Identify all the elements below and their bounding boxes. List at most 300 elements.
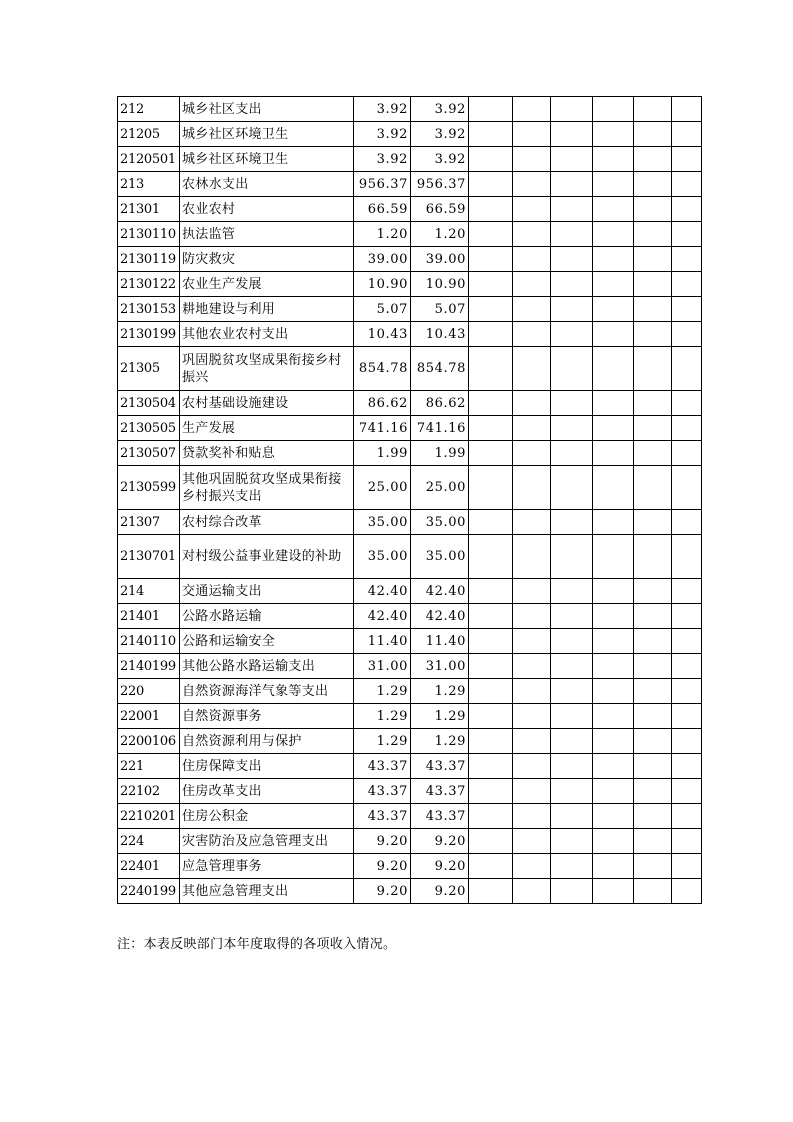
empty-cell (593, 391, 634, 416)
account-name-cell: 贷款奖补和贴息 (180, 441, 354, 466)
account-name-cell: 农村综合改革 (180, 510, 354, 535)
empty-cell (469, 416, 513, 441)
empty-cell (469, 879, 513, 904)
empty-cell (469, 97, 513, 122)
empty-cell (513, 729, 551, 754)
empty-cell (513, 441, 551, 466)
fiscal-appropriation-cell: 9.20 (411, 879, 469, 904)
fiscal-appropriation-cell: 35.00 (411, 535, 469, 579)
empty-cell (634, 654, 672, 679)
empty-cell (672, 510, 702, 535)
fiscal-appropriation-cell: 10.43 (411, 322, 469, 347)
empty-cell (634, 172, 672, 197)
account-name-cell: 生产发展 (180, 416, 354, 441)
empty-cell (551, 535, 593, 579)
empty-cell (551, 297, 593, 322)
account-name-cell: 公路水路运输 (180, 604, 354, 629)
empty-cell (513, 297, 551, 322)
total-income-cell: 3.92 (354, 147, 411, 172)
account-name-cell: 耕地建设与利用 (180, 297, 354, 322)
empty-cell (469, 829, 513, 854)
total-income-cell: 854.78 (354, 347, 411, 391)
empty-cell (634, 416, 672, 441)
empty-cell (513, 854, 551, 879)
account-code-cell: 2210201 (118, 804, 180, 829)
account-code-cell: 220 (118, 679, 180, 704)
table-row (118, 629, 702, 654)
empty-cell (513, 147, 551, 172)
empty-cell (469, 322, 513, 347)
empty-cell (593, 322, 634, 347)
account-name-cell: 自然资源海洋气象等支出 (180, 679, 354, 704)
empty-cell (672, 147, 702, 172)
empty-cell (513, 322, 551, 347)
empty-cell (593, 804, 634, 829)
empty-cell (634, 804, 672, 829)
fiscal-appropriation-cell: 3.92 (411, 97, 469, 122)
empty-cell (513, 535, 551, 579)
fiscal-appropriation-cell: 43.37 (411, 754, 469, 779)
empty-cell (672, 391, 702, 416)
empty-cell (551, 97, 593, 122)
table-row (118, 391, 702, 416)
fiscal-appropriation-cell: 741.16 (411, 416, 469, 441)
total-income-cell: 1.29 (354, 704, 411, 729)
account-name-cell: 城乡社区环境卫生 (180, 122, 354, 147)
total-income-cell: 31.00 (354, 654, 411, 679)
fiscal-appropriation-cell: 1.29 (411, 679, 469, 704)
account-code-cell: 21307 (118, 510, 180, 535)
account-code-cell: 2130122 (118, 272, 180, 297)
empty-cell (469, 172, 513, 197)
empty-cell (551, 879, 593, 904)
empty-cell (551, 247, 593, 272)
empty-cell (551, 347, 593, 391)
account-name-cell: 城乡社区支出 (180, 97, 354, 122)
table-row (118, 754, 702, 779)
empty-cell (513, 347, 551, 391)
table-row (118, 247, 702, 272)
empty-cell (593, 854, 634, 879)
table-row (118, 804, 702, 829)
empty-cell (593, 416, 634, 441)
fiscal-appropriation-cell: 3.92 (411, 122, 469, 147)
empty-cell (551, 510, 593, 535)
total-income-cell: 9.20 (354, 854, 411, 879)
empty-cell (672, 322, 702, 347)
empty-cell (469, 466, 513, 510)
empty-cell (469, 654, 513, 679)
empty-cell (469, 247, 513, 272)
empty-cell (469, 629, 513, 654)
account-code-cell: 22001 (118, 704, 180, 729)
empty-cell (513, 272, 551, 297)
total-income-cell: 3.92 (354, 97, 411, 122)
empty-cell (593, 147, 634, 172)
empty-cell (672, 854, 702, 879)
fiscal-appropriation-cell: 9.20 (411, 829, 469, 854)
table-row (118, 272, 702, 297)
empty-cell (672, 197, 702, 222)
total-income-cell: 1.99 (354, 441, 411, 466)
total-income-cell: 1.29 (354, 679, 411, 704)
account-name-cell: 住房保障支出 (180, 754, 354, 779)
empty-cell (634, 579, 672, 604)
empty-cell (593, 97, 634, 122)
empty-cell (469, 604, 513, 629)
empty-cell (551, 322, 593, 347)
total-income-cell: 25.00 (354, 466, 411, 510)
empty-cell (469, 754, 513, 779)
empty-cell (634, 879, 672, 904)
empty-cell (469, 804, 513, 829)
fiscal-appropriation-cell: 31.00 (411, 654, 469, 679)
empty-cell (593, 466, 634, 510)
empty-cell (672, 804, 702, 829)
account-code-cell: 2130110 (118, 222, 180, 247)
empty-cell (634, 779, 672, 804)
account-name-cell: 农业农村 (180, 197, 354, 222)
account-name-cell: 农村基础设施建设 (180, 391, 354, 416)
total-income-cell: 39.00 (354, 247, 411, 272)
fiscal-appropriation-cell: 43.37 (411, 779, 469, 804)
empty-cell (513, 197, 551, 222)
account-name-cell: 交通运输支出 (180, 579, 354, 604)
account-name-cell: 城乡社区环境卫生 (180, 147, 354, 172)
empty-cell (513, 704, 551, 729)
account-code-cell: 2120501 (118, 147, 180, 172)
table-row (118, 829, 702, 854)
empty-cell (469, 729, 513, 754)
empty-cell (672, 654, 702, 679)
empty-cell (672, 879, 702, 904)
empty-cell (469, 347, 513, 391)
total-income-cell: 43.37 (354, 754, 411, 779)
total-income-cell: 9.20 (354, 829, 411, 854)
total-income-cell: 9.20 (354, 879, 411, 904)
account-code-cell: 221 (118, 754, 180, 779)
empty-cell (469, 579, 513, 604)
empty-cell (551, 854, 593, 879)
fiscal-appropriation-cell: 43.37 (411, 804, 469, 829)
account-code-cell: 212 (118, 97, 180, 122)
empty-cell (672, 754, 702, 779)
empty-cell (469, 535, 513, 579)
empty-cell (551, 416, 593, 441)
empty-cell (672, 704, 702, 729)
table-row (118, 147, 702, 172)
empty-cell (672, 679, 702, 704)
empty-cell (469, 122, 513, 147)
empty-cell (672, 297, 702, 322)
empty-cell (672, 579, 702, 604)
total-income-cell: 11.40 (354, 629, 411, 654)
empty-cell (513, 97, 551, 122)
account-name-cell: 其他巩固脱贫攻坚成果衔接乡村振兴支出 (180, 466, 354, 510)
account-code-cell: 21305 (118, 347, 180, 391)
empty-cell (593, 122, 634, 147)
empty-cell (634, 466, 672, 510)
fiscal-appropriation-cell: 1.99 (411, 441, 469, 466)
empty-cell (593, 247, 634, 272)
empty-cell (672, 97, 702, 122)
fiscal-appropriation-cell: 42.40 (411, 579, 469, 604)
empty-cell (634, 604, 672, 629)
empty-cell (551, 172, 593, 197)
empty-cell (513, 247, 551, 272)
table-row (118, 729, 702, 754)
empty-cell (634, 272, 672, 297)
empty-cell (469, 222, 513, 247)
empty-cell (551, 729, 593, 754)
empty-cell (513, 579, 551, 604)
total-income-cell: 35.00 (354, 510, 411, 535)
empty-cell (551, 579, 593, 604)
empty-cell (593, 272, 634, 297)
fiscal-appropriation-cell: 854.78 (411, 347, 469, 391)
empty-cell (634, 829, 672, 854)
table-row (118, 122, 702, 147)
empty-cell (551, 829, 593, 854)
empty-cell (634, 297, 672, 322)
empty-cell (634, 854, 672, 879)
empty-cell (593, 197, 634, 222)
table-note: 注：本表反映部门本年度取得的各项收入情况。 (117, 937, 397, 952)
table-row (118, 197, 702, 222)
empty-cell (469, 510, 513, 535)
empty-cell (469, 679, 513, 704)
empty-cell (672, 416, 702, 441)
table-row (118, 322, 702, 347)
account-code-cell: 2130153 (118, 297, 180, 322)
empty-cell (672, 122, 702, 147)
account-code-cell: 2200106 (118, 729, 180, 754)
empty-cell (634, 754, 672, 779)
fiscal-appropriation-cell: 42.40 (411, 604, 469, 629)
fiscal-appropriation-cell: 66.59 (411, 197, 469, 222)
fiscal-appropriation-cell: 5.07 (411, 297, 469, 322)
fiscal-appropriation-cell: 9.20 (411, 854, 469, 879)
fiscal-appropriation-cell: 39.00 (411, 247, 469, 272)
account-name-cell: 灾害防治及应急管理支出 (180, 829, 354, 854)
fiscal-appropriation-cell: 1.29 (411, 729, 469, 754)
account-name-cell: 公路和运输安全 (180, 629, 354, 654)
table-row (118, 579, 702, 604)
empty-cell (593, 879, 634, 904)
empty-cell (634, 247, 672, 272)
empty-cell (634, 97, 672, 122)
income-table (117, 96, 702, 904)
empty-cell (672, 604, 702, 629)
table-row (118, 510, 702, 535)
empty-cell (513, 510, 551, 535)
account-name-cell: 巩固脱贫攻坚成果衔接乡村振兴 (180, 347, 354, 391)
empty-cell (513, 466, 551, 510)
total-income-cell: 42.40 (354, 579, 411, 604)
account-code-cell: 224 (118, 829, 180, 854)
account-code-cell: 2140199 (118, 654, 180, 679)
account-name-cell: 对村级公益事业建设的补助 (180, 535, 354, 579)
empty-cell (672, 629, 702, 654)
fiscal-appropriation-cell: 956.37 (411, 172, 469, 197)
total-income-cell: 3.92 (354, 122, 411, 147)
fiscal-appropriation-cell: 1.29 (411, 704, 469, 729)
account-name-cell: 自然资源利用与保护 (180, 729, 354, 754)
fiscal-appropriation-cell: 3.92 (411, 147, 469, 172)
empty-cell (469, 147, 513, 172)
empty-cell (513, 416, 551, 441)
account-code-cell: 2240199 (118, 879, 180, 904)
account-name-cell: 应急管理事务 (180, 854, 354, 879)
empty-cell (551, 466, 593, 510)
empty-cell (593, 654, 634, 679)
empty-cell (551, 679, 593, 704)
empty-cell (513, 391, 551, 416)
total-income-cell: 35.00 (354, 535, 411, 579)
empty-cell (593, 779, 634, 804)
table-row (118, 347, 702, 391)
empty-cell (551, 804, 593, 829)
fiscal-appropriation-cell: 25.00 (411, 466, 469, 510)
empty-cell (634, 535, 672, 579)
empty-cell (672, 729, 702, 754)
empty-cell (634, 222, 672, 247)
total-income-cell: 741.16 (354, 416, 411, 441)
empty-cell (634, 510, 672, 535)
empty-cell (672, 172, 702, 197)
empty-cell (634, 629, 672, 654)
empty-cell (469, 391, 513, 416)
empty-cell (513, 629, 551, 654)
empty-cell (593, 829, 634, 854)
empty-cell (634, 729, 672, 754)
account-code-cell: 213 (118, 172, 180, 197)
empty-cell (593, 679, 634, 704)
empty-cell (593, 754, 634, 779)
account-name-cell: 住房公积金 (180, 804, 354, 829)
table-row (118, 879, 702, 904)
account-code-cell: 214 (118, 579, 180, 604)
account-code-cell: 2130119 (118, 247, 180, 272)
empty-cell (513, 879, 551, 904)
empty-cell (593, 729, 634, 754)
total-income-cell: 10.43 (354, 322, 411, 347)
total-income-cell: 1.29 (354, 729, 411, 754)
empty-cell (551, 654, 593, 679)
empty-cell (469, 704, 513, 729)
empty-cell (469, 779, 513, 804)
empty-cell (513, 779, 551, 804)
account-code-cell: 2130505 (118, 416, 180, 441)
total-income-cell: 1.20 (354, 222, 411, 247)
empty-cell (593, 172, 634, 197)
empty-cell (634, 122, 672, 147)
empty-cell (593, 222, 634, 247)
empty-cell (551, 441, 593, 466)
fiscal-appropriation-cell: 10.90 (411, 272, 469, 297)
empty-cell (672, 829, 702, 854)
fiscal-appropriation-cell: 86.62 (411, 391, 469, 416)
empty-cell (551, 197, 593, 222)
total-income-cell: 86.62 (354, 391, 411, 416)
total-income-cell: 10.90 (354, 272, 411, 297)
empty-cell (513, 222, 551, 247)
empty-cell (551, 604, 593, 629)
empty-cell (634, 347, 672, 391)
empty-cell (634, 147, 672, 172)
empty-cell (551, 704, 593, 729)
table-body (118, 97, 702, 904)
table-row (118, 416, 702, 441)
empty-cell (469, 197, 513, 222)
empty-cell (634, 391, 672, 416)
table-row (118, 297, 702, 322)
account-code-cell: 21301 (118, 197, 180, 222)
empty-cell (513, 754, 551, 779)
empty-cell (634, 197, 672, 222)
account-name-cell: 执法监管 (180, 222, 354, 247)
empty-cell (593, 535, 634, 579)
empty-cell (672, 247, 702, 272)
empty-cell (551, 222, 593, 247)
account-code-cell: 22401 (118, 854, 180, 879)
table-row (118, 854, 702, 879)
empty-cell (593, 297, 634, 322)
empty-cell (513, 172, 551, 197)
total-income-cell: 43.37 (354, 779, 411, 804)
empty-cell (672, 441, 702, 466)
account-name-cell: 其他农业农村支出 (180, 322, 354, 347)
account-name-cell: 其他公路水路运输支出 (180, 654, 354, 679)
empty-cell (551, 629, 593, 654)
fiscal-appropriation-cell: 35.00 (411, 510, 469, 535)
account-code-cell: 21205 (118, 122, 180, 147)
account-code-cell: 2140110 (118, 629, 180, 654)
empty-cell (513, 829, 551, 854)
empty-cell (672, 222, 702, 247)
table-row (118, 604, 702, 629)
empty-cell (551, 272, 593, 297)
empty-cell (593, 347, 634, 391)
empty-cell (593, 704, 634, 729)
empty-cell (513, 122, 551, 147)
empty-cell (593, 510, 634, 535)
table-row (118, 779, 702, 804)
empty-cell (672, 535, 702, 579)
empty-cell (469, 854, 513, 879)
total-income-cell: 66.59 (354, 197, 411, 222)
account-code-cell: 2130701 (118, 535, 180, 579)
account-code-cell: 2130507 (118, 441, 180, 466)
empty-cell (672, 466, 702, 510)
table-row (118, 466, 702, 510)
empty-cell (551, 779, 593, 804)
table-row (118, 222, 702, 247)
total-income-cell: 43.37 (354, 804, 411, 829)
empty-cell (469, 297, 513, 322)
account-code-cell: 21401 (118, 604, 180, 629)
empty-cell (634, 441, 672, 466)
empty-cell (672, 272, 702, 297)
empty-cell (551, 122, 593, 147)
total-income-cell: 42.40 (354, 604, 411, 629)
table-row (118, 704, 702, 729)
fiscal-appropriation-cell: 1.20 (411, 222, 469, 247)
account-name-cell: 自然资源事务 (180, 704, 354, 729)
account-code-cell: 2130199 (118, 322, 180, 347)
total-income-cell: 5.07 (354, 297, 411, 322)
empty-cell (634, 679, 672, 704)
